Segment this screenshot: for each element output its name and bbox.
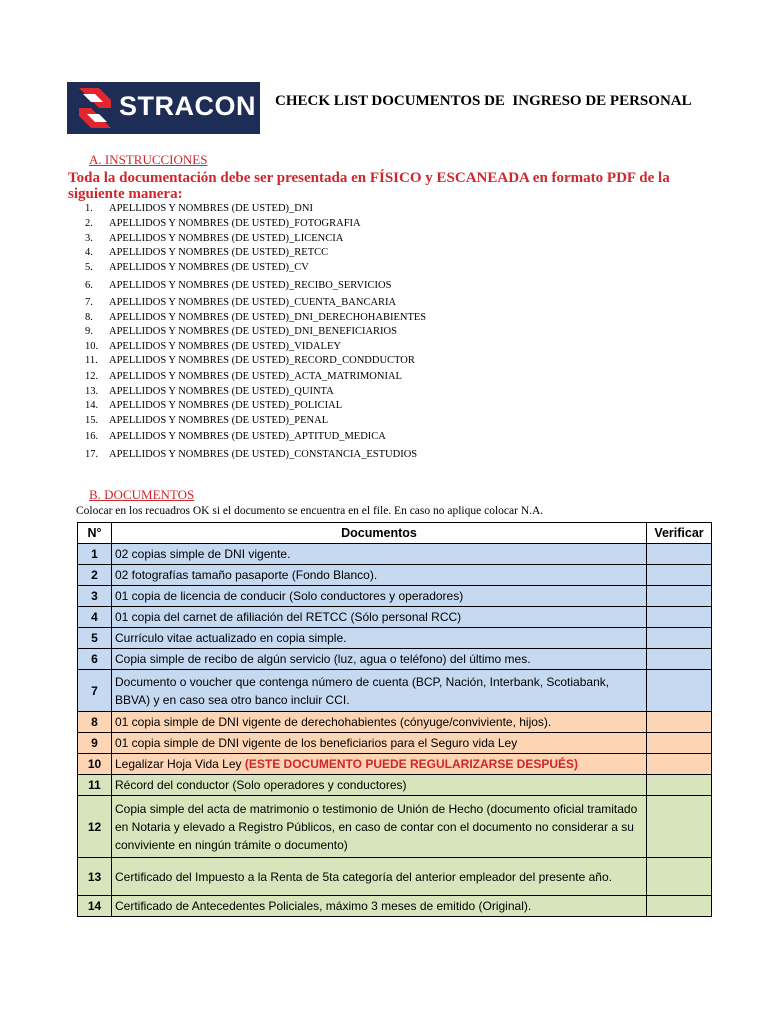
instruction-item-text: APELLIDOS Y NOMBRES (DE USTED)_APTITUD_MEDICA [109, 431, 386, 442]
instruction-item-text: APELLIDOS Y NOMBRES (DE USTED)_DNI_BENEFICIARIOS [109, 326, 397, 337]
instruction-item [85, 431, 386, 442]
row-document-text: Récord del conductor (Solo operadores y conductores) [115, 778, 407, 792]
row-document-text: Certificado del Impuesto a la Renta de 5ta categoría del anterior empleador del presente año. [115, 869, 612, 884]
row-verify-cell[interactable] [647, 712, 712, 733]
col-verify-header: Verificar [647, 523, 712, 544]
section-a-heading: A. INSTRUCCIONES [89, 152, 208, 167]
row-document-text: 02 fotografías tamaño pasaporte (Fondo Blanco). [115, 568, 378, 582]
instruction-item [85, 326, 397, 337]
row-number: 12 [78, 796, 112, 858]
table-row [78, 628, 712, 649]
instruction-item-number: 6. [85, 280, 93, 291]
instruction-item-text: APELLIDOS Y NOMBRES (DE USTED)_PENAL [109, 415, 329, 426]
instruction-item [85, 341, 341, 352]
row-document [112, 896, 647, 917]
row-verify-cell[interactable] [647, 565, 712, 586]
instruction-item [85, 415, 328, 426]
row-verify-cell[interactable] [647, 733, 712, 754]
row-document [112, 858, 647, 896]
row-document-text: Certificado de Antecedentes Policiales, máximo 3 meses de emitido (Original). [115, 899, 532, 913]
instruction-item-number: 7. [85, 297, 93, 308]
row-document [112, 754, 647, 775]
table-row [78, 649, 712, 670]
documents-table [77, 522, 712, 917]
instruction-item [85, 218, 361, 229]
table-row [78, 670, 712, 712]
row-document-text: Documento o voucher que contenga número de cuenta (BCP, Nación, Interbank, Scotiabank, BBVA) y en caso sea otro banco incluir CCI. [115, 674, 610, 707]
row-verify-cell[interactable] [647, 754, 712, 775]
instruction-item-text: APELLIDOS Y NOMBRES (DE USTED)_VIDALEY [109, 341, 341, 352]
row-document [112, 565, 647, 586]
instruction-item [85, 312, 426, 323]
table-row [78, 586, 712, 607]
instruction-item-number: 4. [85, 247, 93, 258]
instruction-item-text: APELLIDOS Y NOMBRES (DE USTED)_RECIBO_SERVICIOS [109, 280, 392, 291]
row-verify-cell[interactable] [647, 858, 712, 896]
row-document [112, 670, 647, 712]
col-num-header: N° [78, 523, 112, 544]
instruction-item-number: 2. [85, 218, 93, 229]
instruction-item-number: 3. [85, 233, 93, 244]
row-document [112, 733, 647, 754]
row-verify-cell[interactable] [647, 796, 712, 858]
row-number: 14 [78, 896, 112, 917]
instruction-item-number: 9. [85, 326, 93, 337]
row-document [112, 775, 647, 796]
instruction-item-text: APELLIDOS Y NOMBRES (DE USTED)_CV [109, 262, 309, 273]
instruction-item-text: APELLIDOS Y NOMBRES (DE USTED)_QUINTA [109, 386, 334, 397]
row-number: 8 [78, 712, 112, 733]
row-number: 1 [78, 544, 112, 565]
row-number: 2 [78, 565, 112, 586]
instruction-item-number: 16. [85, 431, 99, 442]
row-document-text: 01 copia del carnet de afiliación del RETCC (Sólo personal RCC) [115, 610, 462, 624]
row-number: 7 [78, 670, 112, 712]
row-document-text: 01 copia simple de DNI vigente de derechohabientes (cónyuge/conviviente, hijos). [115, 715, 552, 729]
instruction-item [85, 386, 334, 397]
row-document [112, 607, 647, 628]
row-document-text: Copia simple del acta de matrimonio o testimonio de Unión de Hecho (documento oficial tramitado en Notaria y elevado a Registro Públicos, en caso de contar con el documento no considerar a su conviviente en ningún trámite o documento) [115, 801, 638, 852]
instruction-item-number: 12. [85, 371, 99, 382]
row-document-text: 02 copias simple de DNI vigente. [115, 547, 291, 561]
row-verify-cell[interactable] [647, 649, 712, 670]
instruction-item [85, 371, 402, 382]
table-row [78, 796, 712, 858]
instruction-item-number: 15. [85, 415, 99, 426]
instruction-item-number: 8. [85, 312, 93, 323]
table-row [78, 712, 712, 733]
row-number: 6 [78, 649, 112, 670]
row-document [112, 649, 647, 670]
row-document-text: 01 copia de licencia de conducir (Solo conductores y operadores) [115, 589, 464, 603]
instruction-item [85, 400, 342, 411]
row-document [112, 796, 647, 858]
row-verify-cell[interactable] [647, 896, 712, 917]
instruction-item [85, 449, 417, 460]
instruction-item-text: APELLIDOS Y NOMBRES (DE USTED)_POLICIAL [109, 400, 343, 411]
table-row [78, 896, 712, 917]
instruction-item-number: 10. [85, 341, 99, 352]
row-document [112, 712, 647, 733]
row-document-text: Legalizar Hoja Vida Ley [115, 757, 245, 771]
row-number: 11 [78, 775, 112, 796]
instruction-item [85, 233, 343, 244]
row-number: 10 [78, 754, 112, 775]
row-verify-cell[interactable] [647, 628, 712, 649]
instruction-item-number: 1. [85, 203, 93, 214]
instruction-item-number: 13. [85, 386, 99, 397]
instruction-item-number: 11. [85, 355, 98, 366]
row-verify-cell[interactable] [647, 607, 712, 628]
instruction-item-number: 5. [85, 262, 93, 273]
table-row [78, 607, 712, 628]
instruction-item [85, 280, 391, 291]
instruction-item-text: APELLIDOS Y NOMBRES (DE USTED)_DNI [109, 203, 313, 214]
instruction-item [85, 262, 309, 273]
instruction-item [85, 247, 328, 258]
instruction-item-text: APELLIDOS Y NOMBRES (DE USTED)_DNI_DERECHOHABIENTES [109, 312, 427, 323]
row-document-text: 01 copia simple de DNI vigente de los beneficiarios para el Seguro vida Ley [115, 736, 518, 750]
col-doc-header: Documentos [112, 523, 647, 544]
instruction-item-text: APELLIDOS Y NOMBRES (DE USTED)_LICENCIA [109, 233, 344, 244]
instruction-item-number: 14. [85, 400, 99, 411]
page-title: CHECK LIST DOCUMENTOS DE INGRESO DE PERSONAL [275, 93, 692, 109]
table-row [78, 544, 712, 565]
table-row [78, 565, 712, 586]
row-verify-cell[interactable] [647, 544, 712, 565]
instruction-item-text: APELLIDOS Y NOMBRES (DE USTED)_CONSTANCIA_ESTUDIOS [109, 449, 418, 460]
instruction-item-text: APELLIDOS Y NOMBRES (DE USTED)_ACTA_MATRIMONIAL [109, 371, 402, 382]
stracon-logo [67, 82, 260, 134]
instruction-item-text: APELLIDOS Y NOMBRES (DE USTED)_RECORD_CONDDUCTOR [109, 355, 415, 366]
section-b-note: Colocar en los recuadros OK si el documento se encuentra en el file. En caso no aplique colocar N.A. [76, 505, 544, 517]
table-row [78, 733, 712, 754]
instruction-item-text: APELLIDOS Y NOMBRES (DE USTED)_CUENTA_BANCARIA [109, 297, 397, 308]
row-document-text: Copia simple de recibo de algún servicio (luz, agua o teléfono) del último mes. [115, 652, 531, 666]
section-b-heading: B. DOCUMENTOS [89, 487, 195, 502]
row-document-text: Currículo vitae actualizado en copia simple. [115, 631, 347, 645]
row-number: 3 [78, 586, 112, 607]
instruction-item [85, 203, 313, 214]
table-row [78, 858, 712, 896]
row-number: 5 [78, 628, 112, 649]
row-document [112, 586, 647, 607]
row-number: 13 [78, 858, 112, 896]
row-verify-cell[interactable] [647, 775, 712, 796]
instruction-item-number: 17. [85, 449, 99, 460]
row-verify-cell[interactable] [647, 670, 712, 712]
instruction-item [85, 297, 396, 308]
row-document [112, 628, 647, 649]
row-document [112, 544, 647, 565]
logo-text: STRACON [119, 91, 256, 121]
row-verify-cell[interactable] [647, 586, 712, 607]
table-row [78, 775, 712, 796]
row-number: 4 [78, 607, 112, 628]
table-row [78, 754, 712, 775]
table-header-row [78, 523, 712, 544]
row-warning-text: (ESTE DOCUMENTO PUEDE REGULARIZARSE DESPUÉS) [244, 757, 579, 771]
instruction-text: Toda la documentación debe ser presentada en FÍSICO y ESCANEADA en formato PDF de la siguiente manera: [68, 170, 670, 202]
instruction-item [85, 355, 415, 366]
row-number: 9 [78, 733, 112, 754]
stracon-s-icon [75, 86, 115, 130]
instruction-item-text: APELLIDOS Y NOMBRES (DE USTED)_RETCC [109, 247, 329, 258]
instruction-item-text: APELLIDOS Y NOMBRES (DE USTED)_FOTOGRAFIA [109, 218, 361, 229]
